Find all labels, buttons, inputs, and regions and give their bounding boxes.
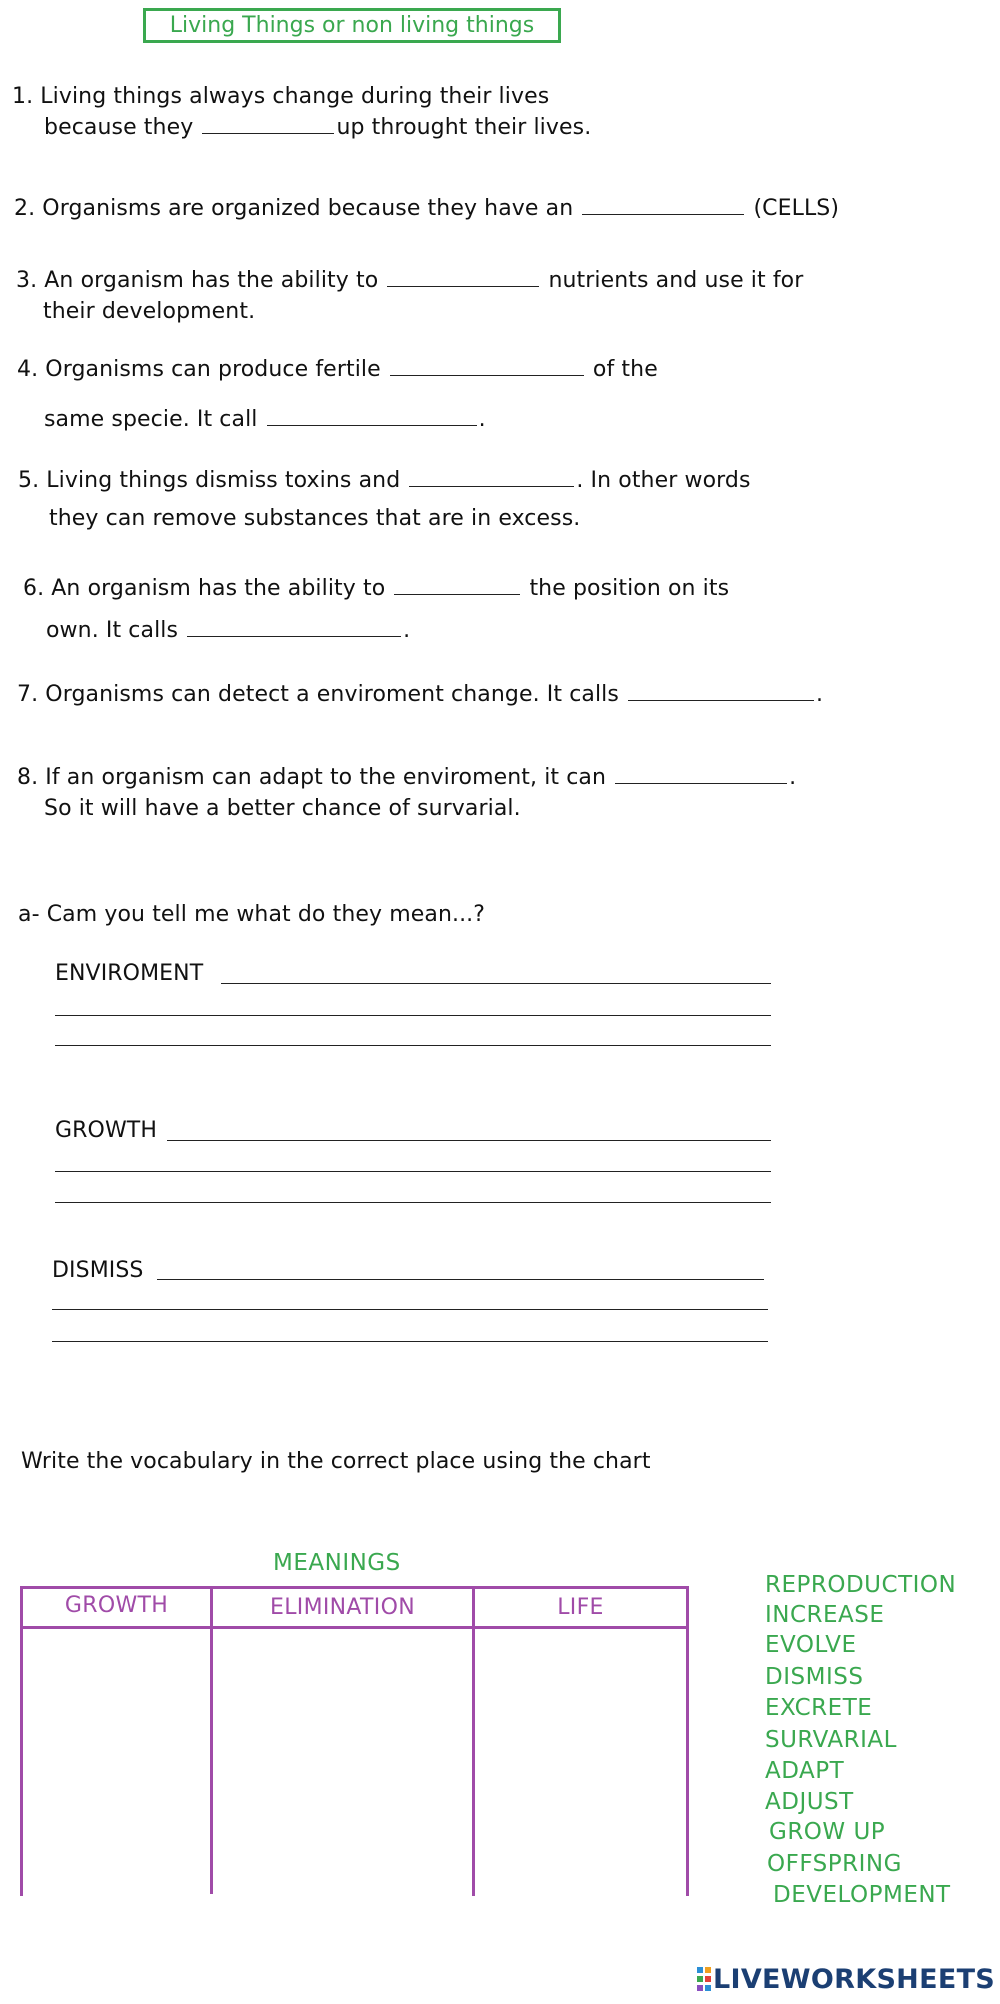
question-5-line-1 xyxy=(18,468,751,494)
logo-text: LIVEWORKSHEETS xyxy=(713,1964,996,1995)
question-4-text-d: . xyxy=(478,407,486,432)
term-growth: GROWTH xyxy=(55,1118,157,1143)
question-6-blank-1[interactable] xyxy=(394,576,520,595)
word-bank-item[interactable]: REPRODUCTION xyxy=(765,1572,957,1598)
word-bank-item[interactable]: INCREASE xyxy=(765,1602,885,1628)
table-right-border xyxy=(686,1586,689,1896)
question-6-text-d: . xyxy=(403,618,411,643)
question-2-text-b: (CELLS) xyxy=(746,196,840,221)
word-bank-item[interactable]: DISMISS xyxy=(765,1664,864,1690)
question-6-line-2 xyxy=(46,618,410,644)
question-4-text-b: of the xyxy=(585,357,658,382)
question-3-text-a: 3. An organism has the ability to xyxy=(16,268,386,293)
question-7-blank[interactable] xyxy=(628,682,814,701)
question-4-line-1 xyxy=(17,357,658,383)
question-7 xyxy=(17,682,823,708)
answer-line-enviroment-2[interactable] xyxy=(55,1015,771,1016)
question-1-line-1: 1. Living things always change during their lives xyxy=(12,84,550,109)
column-header-life: LIFE xyxy=(557,1595,604,1620)
word-bank-item[interactable]: ADAPT xyxy=(765,1758,845,1784)
question-3-blank[interactable] xyxy=(387,268,539,287)
vocabulary-instruction: Write the vocabulary in the correct place using the chart xyxy=(21,1449,651,1474)
question-8-line-1 xyxy=(17,765,796,791)
table-top-border xyxy=(20,1586,688,1589)
question-7-text-a: 7. Organisms can detect a enviroment change. It calls xyxy=(17,682,627,707)
logo-mark-icon xyxy=(697,1967,711,1991)
word-bank-item[interactable]: DEVELOPMENT xyxy=(773,1882,951,1908)
question-8-line-2: So it will have a better chance of survarial. xyxy=(44,796,521,821)
question-2-text-a: 2. Organisms are organized because they have an xyxy=(14,196,581,221)
question-4-line-2 xyxy=(44,407,486,433)
table-column-life-area[interactable] xyxy=(475,1629,686,1894)
question-5-blank[interactable] xyxy=(409,468,574,487)
term-enviroment: ENVIROMENT xyxy=(55,961,204,986)
term-dismiss: DISMISS xyxy=(52,1258,144,1283)
chart-caption: MEANINGS xyxy=(273,1550,401,1576)
section-a-prompt: a- Cam you tell me what do they mean...? xyxy=(18,902,486,927)
word-bank-item[interactable]: SURVARIAL xyxy=(765,1727,897,1753)
word-bank-item[interactable]: GROW UP xyxy=(769,1819,886,1845)
question-6-blank-2[interactable] xyxy=(187,618,401,637)
question-4-blank-2[interactable] xyxy=(267,407,477,426)
answer-line-enviroment-3[interactable] xyxy=(55,1045,771,1046)
word-bank-item[interactable]: OFFSPRING xyxy=(767,1851,902,1877)
question-3-text-b: nutrients and use it for xyxy=(541,268,804,293)
answer-line-growth-1[interactable] xyxy=(167,1140,771,1141)
answer-line-dismiss-3[interactable] xyxy=(52,1341,768,1342)
question-5-line-2: they can remove substances that are in excess. xyxy=(49,506,581,531)
answer-line-growth-2[interactable] xyxy=(55,1171,771,1172)
question-8-text-a: 8. If an organism can adapt to the enviroment, it can xyxy=(17,765,614,790)
question-3-line-1 xyxy=(16,268,803,294)
question-5-text-a: 5. Living things dismiss toxins and xyxy=(18,468,408,493)
answer-line-dismiss-1[interactable] xyxy=(157,1279,764,1280)
question-8-blank[interactable] xyxy=(615,765,787,784)
question-1-line-2 xyxy=(44,115,591,141)
question-1-blank[interactable] xyxy=(202,115,334,134)
question-1-text-b: up throught their lives. xyxy=(336,115,592,140)
question-3-line-2: their development. xyxy=(43,299,256,324)
question-6-text-c: own. It calls xyxy=(46,618,186,643)
question-2 xyxy=(14,196,839,222)
word-bank-item[interactable]: EXCRETE xyxy=(765,1695,873,1721)
answer-line-growth-3[interactable] xyxy=(55,1202,771,1203)
question-6-text-a: 6. An organism has the ability to xyxy=(23,576,393,601)
worksheet-title: Living Things or non living things xyxy=(143,8,561,43)
answer-line-dismiss-2[interactable] xyxy=(52,1309,768,1310)
question-7-text-b: . xyxy=(816,682,824,707)
column-header-elimination: ELIMINATION xyxy=(270,1595,415,1620)
question-6-text-b: the position on its xyxy=(522,576,730,601)
liveworksheets-logo[interactable] xyxy=(697,1966,995,1993)
table-column-elimination-area[interactable] xyxy=(213,1629,472,1894)
question-2-blank[interactable] xyxy=(582,196,744,215)
question-4-text-c: same specie. It call xyxy=(44,407,265,432)
word-bank-item[interactable]: ADJUST xyxy=(765,1789,854,1815)
question-4-blank-1[interactable] xyxy=(390,357,584,376)
answer-line-enviroment-1[interactable] xyxy=(221,983,771,984)
question-4-text-a: 4. Organisms can produce fertile xyxy=(17,357,388,382)
question-1-text-a: because they xyxy=(44,115,201,140)
column-header-growth: GROWTH xyxy=(64,1593,169,1618)
question-8-text-b: . xyxy=(789,765,797,790)
question-6-line-1 xyxy=(23,576,729,602)
question-5-text-b: . In other words xyxy=(576,468,751,493)
word-bank-item[interactable]: EVOLVE xyxy=(765,1632,857,1658)
table-column-growth-area[interactable] xyxy=(23,1629,210,1894)
